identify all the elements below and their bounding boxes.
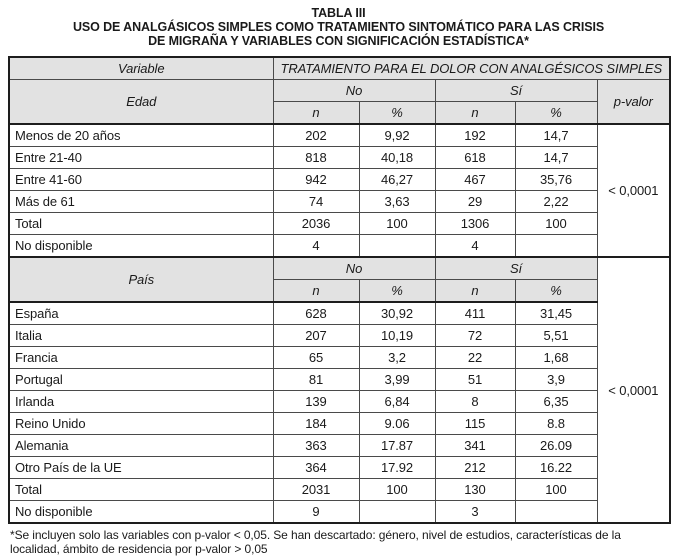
row-label: No disponible [9,235,273,258]
row-label: Francia [9,347,273,369]
table-cell [515,235,597,258]
pct-header: % [359,280,435,303]
table-cell: 46,27 [359,169,435,191]
table-cell: 818 [273,147,359,169]
table-cell: 3,99 [359,369,435,391]
table-row [9,391,670,413]
table-number: TABLA III [311,6,366,20]
table-row [9,169,670,191]
table-cell: 8 [435,391,515,413]
p-value-cell: < 0,0001 [597,124,670,257]
pct-header: % [515,280,597,303]
n-header: n [273,280,359,303]
table-title-line-1: USO DE ANALGÁSICOS SIMPLES COMO TRATAMIENTO SINTOMÁTICO PARA LAS CRISIS [72,20,605,34]
table-cell: 202 [273,124,359,147]
table-row [9,369,670,391]
table-cell: 212 [435,457,515,479]
table-cell [515,501,597,524]
table-row [9,213,670,235]
header-row-variable [9,57,670,80]
table-row [9,191,670,213]
table-cell: 100 [359,479,435,501]
n-header: n [435,102,515,125]
row-label: Menos de 20 años [9,124,273,147]
table-row [9,302,670,325]
footnote: *Se incluyen solo las variables con p-valor < 0,05. Se han descartado: género, nivel de estudios, características de la localidad, ámbito de residencia por p-valor > 0,05 [10,528,621,556]
table-cell: 65 [273,347,359,369]
row-label: Entre 21-40 [9,147,273,169]
table-cell: 30,92 [359,302,435,325]
table-cell: 22 [435,347,515,369]
table-cell: 2031 [273,479,359,501]
table-row [9,147,670,169]
table-row [9,457,670,479]
table-cell: 364 [273,457,359,479]
table-cell: 942 [273,169,359,191]
table-cell: 26.09 [515,435,597,457]
table-title [0,0,677,48]
table-title-line-2: DE MIGRAÑA Y VARIABLES CON SIGNIFICACIÓN ESTADÍSTICA* [148,34,529,48]
table-row [9,501,670,524]
no-header: No [273,257,435,280]
table-cell: 3 [435,501,515,524]
table-cell: 1,68 [515,347,597,369]
data-table [8,56,671,524]
section-header-pais: País [9,257,273,302]
si-header: Sí [435,257,597,280]
row-label: Total [9,213,273,235]
table-cell: 81 [273,369,359,391]
row-label: Portugal [9,369,273,391]
row-label: Total [9,479,273,501]
table-cell: 14,7 [515,124,597,147]
row-label: Más de 61 [9,191,273,213]
table-cell: 100 [359,213,435,235]
variable-header: Variable [9,57,273,80]
table-cell: 17.87 [359,435,435,457]
table-cell: 2036 [273,213,359,235]
table-cell: 207 [273,325,359,347]
table-cell: 130 [435,479,515,501]
table-cell: 31,45 [515,302,597,325]
table-cell: 72 [435,325,515,347]
table-cell: 14,7 [515,147,597,169]
table-cell: 115 [435,413,515,435]
table-cell [359,501,435,524]
row-label: Reino Unido [9,413,273,435]
row-label: Alemania [9,435,273,457]
table-row [9,235,670,258]
table-cell: 16.22 [515,457,597,479]
table-cell: 192 [435,124,515,147]
table-cell: 100 [515,479,597,501]
header-row-pais [9,257,670,280]
table-cell: 628 [273,302,359,325]
table-cell: 618 [435,147,515,169]
table-cell: 35,76 [515,169,597,191]
table-cell: 184 [273,413,359,435]
row-label: España [9,302,273,325]
table-cell: 139 [273,391,359,413]
header-row-edad [9,80,670,102]
table-row [9,435,670,457]
table-cell: 4 [273,235,359,258]
table-cell: 2,22 [515,191,597,213]
table-cell: 9.06 [359,413,435,435]
table-cell: 40,18 [359,147,435,169]
row-label: Irlanda [9,391,273,413]
table-cell: 467 [435,169,515,191]
row-label: Italia [9,325,273,347]
pct-header: % [359,102,435,125]
table-cell: 9,92 [359,124,435,147]
table-cell: 411 [435,302,515,325]
n-header: n [435,280,515,303]
table-row [9,413,670,435]
n-header: n [273,102,359,125]
p-value-cell: < 0,0001 [597,257,670,523]
section-header-edad: Edad [9,80,273,125]
table-cell: 4 [435,235,515,258]
table-row [9,124,670,147]
table-cell: 5,51 [515,325,597,347]
pct-header: % [515,102,597,125]
table-row [9,479,670,501]
table-cell: 341 [435,435,515,457]
table-row [9,325,670,347]
pvalor-header: p-valor [597,80,670,125]
table-cell: 8.8 [515,413,597,435]
no-header: No [273,80,435,102]
row-label: Entre 41-60 [9,169,273,191]
row-label: No disponible [9,501,273,524]
table-cell: 10,19 [359,325,435,347]
table-cell: 1306 [435,213,515,235]
row-label: Otro País de la UE [9,457,273,479]
table-cell: 363 [273,435,359,457]
table-cell: 6,35 [515,391,597,413]
table-cell: 3,9 [515,369,597,391]
si-header: Sí [435,80,597,102]
table-cell: 100 [515,213,597,235]
table-cell: 3,63 [359,191,435,213]
table-cell: 51 [435,369,515,391]
table-cell [359,235,435,258]
table-cell: 74 [273,191,359,213]
table-cell: 17.92 [359,457,435,479]
table-cell: 3,2 [359,347,435,369]
table-cell: 9 [273,501,359,524]
table-row [9,347,670,369]
table-cell: 6,84 [359,391,435,413]
treatment-header: TRATAMIENTO PARA EL DOLOR CON ANALGÉSICOS SIMPLES [273,57,670,80]
table-cell: 29 [435,191,515,213]
